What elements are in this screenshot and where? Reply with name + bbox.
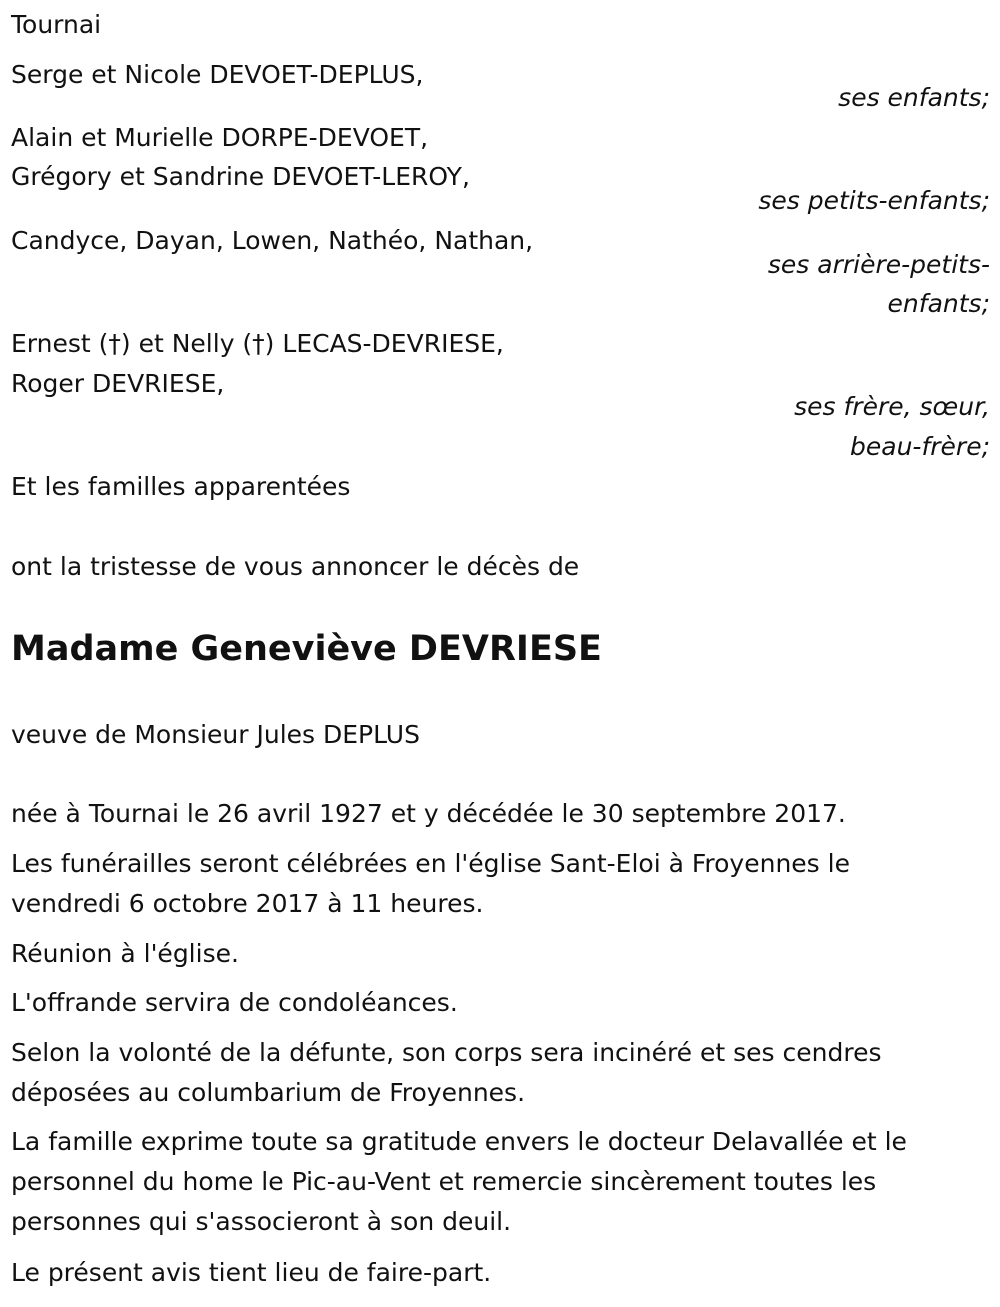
- siblings-role-line-1: ses frère, sœur,: [794, 392, 990, 421]
- announcement-intro: ont la tristesse de vous annoncer le décès de: [11, 552, 580, 581]
- birth-death: née à Tournai le 26 avril 1927 et y décédée le 30 septembre 2017.: [11, 799, 846, 828]
- siblings-name-1: Ernest (†) et Nelly (†) LECAS-DEVRIESE,: [11, 329, 504, 358]
- grandchildren-name-2: Grégory et Sandrine DEVOET-LEROY,: [11, 162, 470, 191]
- funeral-line-2: vendredi 6 octobre 2017 à 11 heures.: [11, 889, 484, 918]
- siblings-role-line-2: beau-frère;: [850, 432, 990, 461]
- great-grandchildren-role-line-2: enfants;: [887, 289, 990, 318]
- cremation-line-1: Selon la volonté de la défunte, son corps sera incinéré et ses cendres: [11, 1038, 882, 1067]
- great-grandchildren-names: Candyce, Dayan, Lowen, Nathéo, Nathan,: [11, 226, 534, 255]
- offering-info: L'offrande servira de condoléances.: [11, 988, 458, 1017]
- gratitude-line-1: La famille exprime toute sa gratitude envers le docteur Delavallée et le: [11, 1127, 907, 1156]
- grandchildren-name-1: Alain et Murielle DORPE-DEVOET,: [11, 123, 429, 152]
- gratitude-line-2: personnel du home le Pic-au-Vent et remercie sincèrement toutes les: [11, 1167, 877, 1196]
- grandchildren-role: ses petits-enfants;: [758, 186, 990, 215]
- great-grandchildren-role-line-1: ses arrière-petits-: [767, 250, 990, 279]
- meeting-info: Réunion à l'église.: [11, 939, 239, 968]
- cremation-line-2: déposées au columbarium de Froyennes.: [11, 1078, 526, 1107]
- city-label: Tournai: [11, 10, 102, 39]
- funeral-line-1: Les funérailles seront célébrées en l'église Sant-Eloi à Froyennes le: [11, 849, 850, 878]
- deceased-name: Madame Geneviève DEVRIESE: [11, 629, 602, 669]
- siblings-name-2: Roger DEVRIESE,: [11, 369, 225, 398]
- gratitude-line-3: personnes qui s'associeront à son deuil.: [11, 1207, 512, 1236]
- widow-of: veuve de Monsieur Jules DEPLUS: [11, 720, 420, 749]
- children-names: Serge et Nicole DEVOET-DEPLUS,: [11, 60, 424, 89]
- children-role: ses enfants;: [838, 83, 990, 112]
- related-families: Et les familles apparentées: [11, 472, 351, 501]
- notice-text: Le présent avis tient lieu de faire-part.: [11, 1258, 492, 1287]
